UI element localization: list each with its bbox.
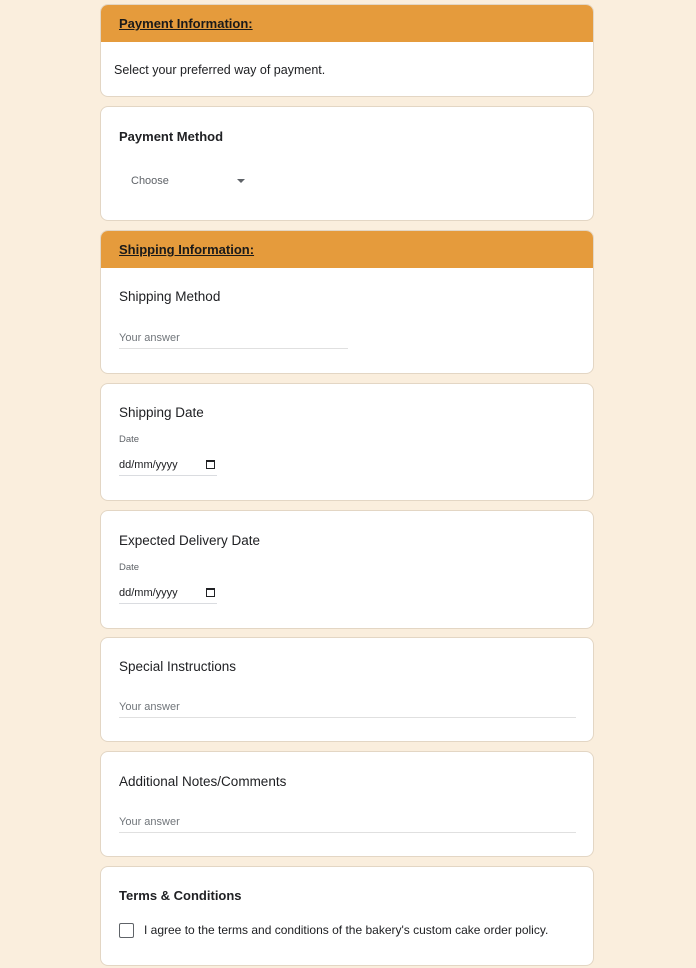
payment-section-title: Payment Information: [101, 5, 593, 42]
delivery-date-label: Expected Delivery Date [119, 533, 261, 548]
special-instructions-label: Special Instructions [119, 659, 237, 674]
shipping-date-placeholder: dd/mm/yyyy [119, 459, 178, 471]
notes-label: Additional Notes/Comments [119, 774, 287, 789]
shipping-date-input[interactable] [119, 459, 217, 476]
terms-checkbox[interactable] [119, 923, 134, 938]
special-instructions-card [100, 637, 594, 742]
delivery-date-card [100, 510, 594, 629]
notes-input[interactable]: Your answer [119, 816, 576, 833]
shipping-method-label: Shipping Method [119, 289, 221, 304]
payment-method-select[interactable]: Choose [131, 175, 169, 187]
shipping-section-card [100, 230, 594, 374]
delivery-date-input[interactable] [119, 587, 217, 604]
calendar-icon[interactable] [206, 588, 215, 597]
dropdown-caret-icon[interactable] [237, 179, 245, 183]
calendar-icon[interactable] [206, 460, 215, 469]
shipping-date-card [100, 383, 594, 501]
notes-card [100, 751, 594, 857]
shipping-date-sublabel: Date [119, 434, 140, 445]
payment-method-label: Payment Method [119, 129, 224, 144]
delivery-date-placeholder: dd/mm/yyyy [119, 587, 178, 599]
payment-method-card [100, 106, 594, 221]
shipping-section-title: Shipping Information: [101, 231, 593, 268]
shipping-date-label: Shipping Date [119, 405, 204, 420]
payment-section-card [100, 4, 594, 97]
special-instructions-input[interactable]: Your answer [119, 701, 576, 718]
terms-label: Terms & Conditions [119, 888, 242, 903]
terms-checkbox-label[interactable]: I agree to the terms and conditions of the bakery's custom cake order policy. [144, 923, 549, 937]
delivery-date-sublabel: Date [119, 562, 140, 573]
payment-section-description: Select your preferred way of payment. [114, 63, 326, 77]
terms-card [100, 866, 594, 966]
shipping-method-input[interactable]: Your answer [119, 332, 348, 349]
